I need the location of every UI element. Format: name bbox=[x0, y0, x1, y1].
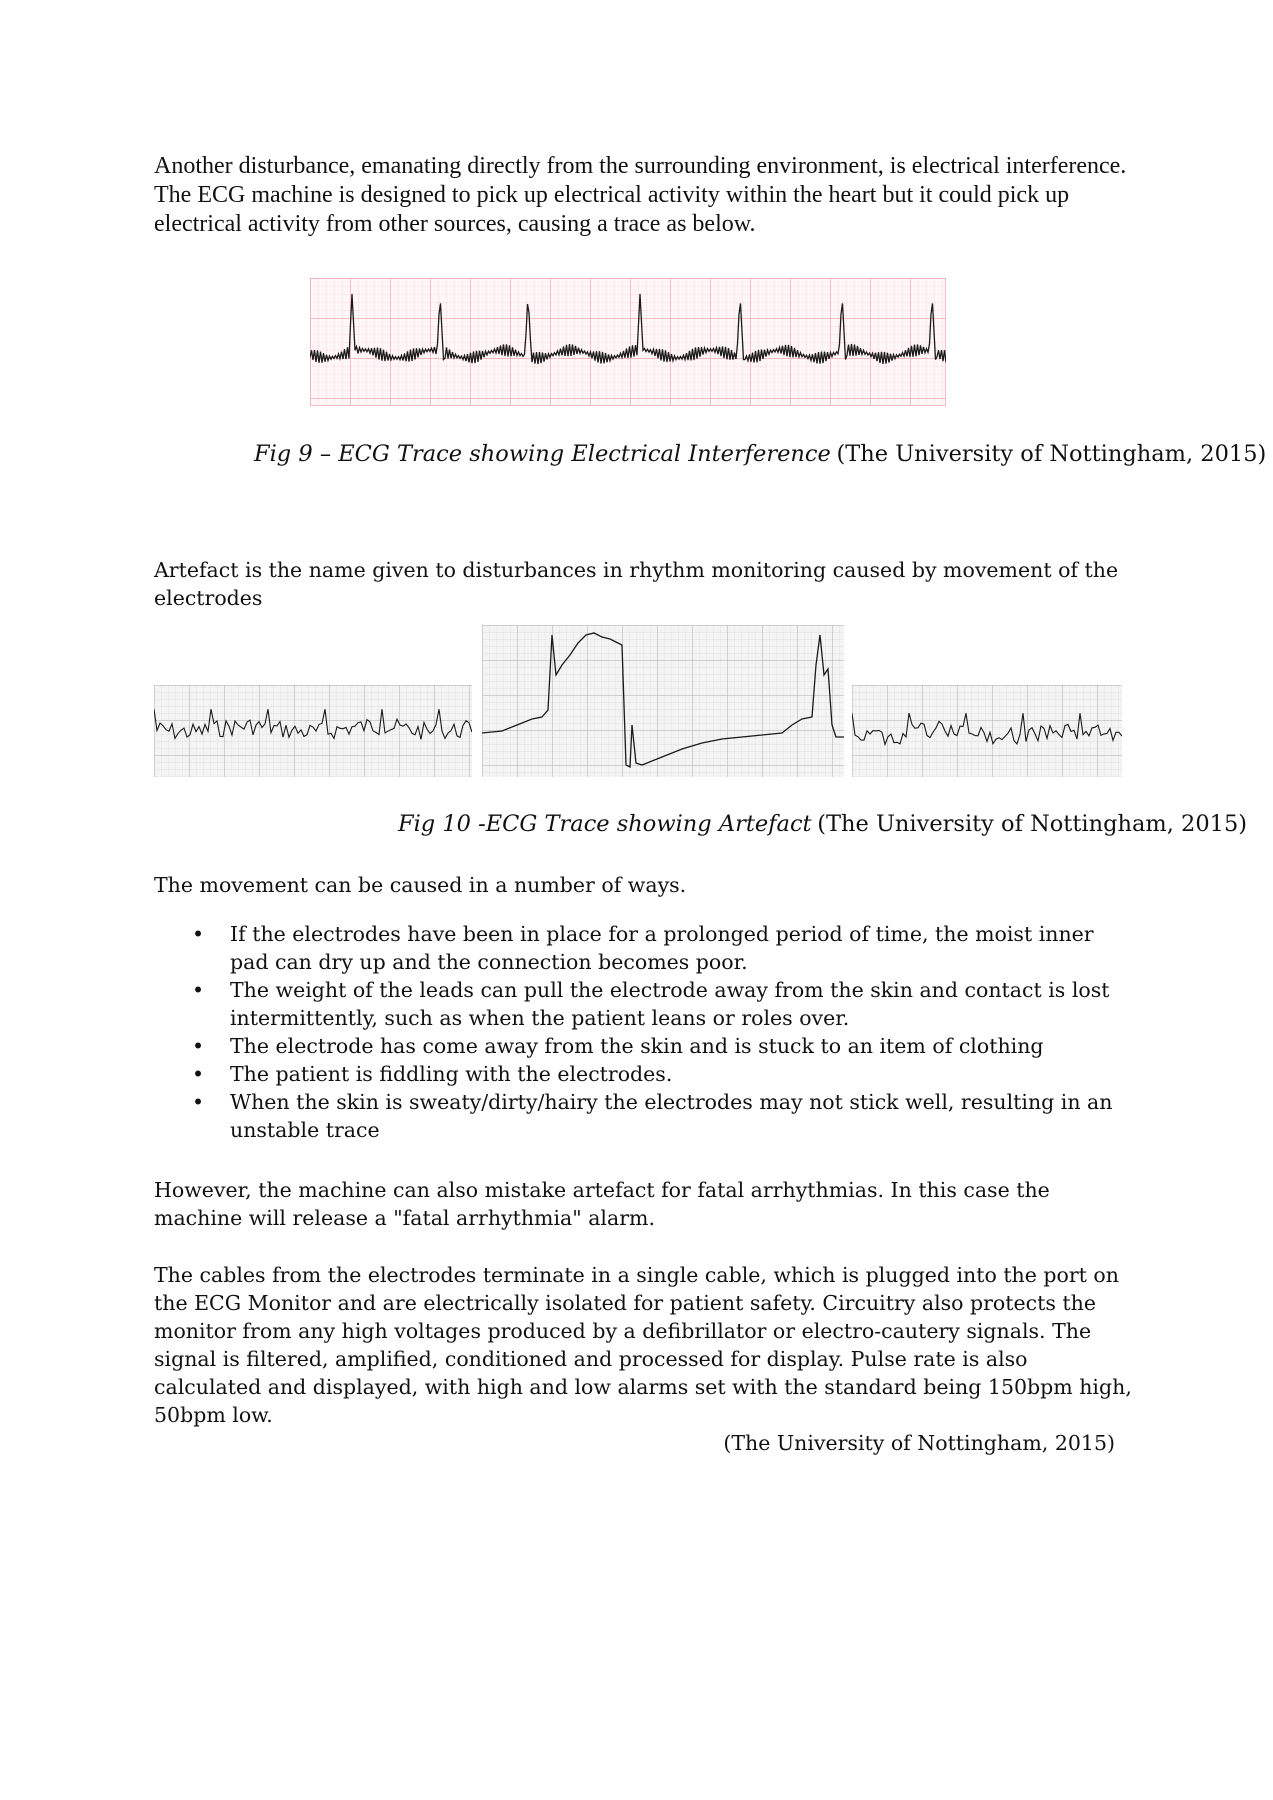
bullet-icon: • bbox=[192, 922, 205, 946]
cables-paragraph: The cables from the electrodes terminate in a single cable, which is plugged into the port on the ECG Monitor and are electrically isolated for patient safety. Circuitry also protects the monitor from any high voltages produced by a defibrillator or electro-cautery signals. The signal is filtered, amplified, conditioned and processed for display. Pulse rate is also calculated and displayed, with high and low alarms set with the standard being 150bpm high, 50bpm low. bbox=[154, 1263, 1132, 1427]
fig10-caption-title: Fig 10 -ECG Trace showing Artefact bbox=[398, 811, 812, 837]
list-item bbox=[154, 1032, 1134, 1060]
movement-intro: The movement can be caused in a number of ways. bbox=[154, 873, 687, 897]
fig9-ecg-interference-image bbox=[310, 278, 946, 406]
alarm-paragraph: However, the machine can also mistake artefact for fatal arrhythmias. In this case the machine will release a "fatal arrhythmia" alarm. bbox=[154, 1178, 1050, 1230]
fig9-caption-title: Fig 9 – ECG Trace showing Electrical Interference bbox=[254, 441, 831, 467]
list-item-text: The weight of the leads can pull the electrode away from the skin and contact is lost intermittently, such as when the patient leans or roles over. bbox=[230, 978, 1110, 1030]
fig10-caption bbox=[398, 811, 1247, 837]
list-item-text: If the electrodes have been in place for a prolonged period of time, the moist inner pad can dry up and the connection becomes poor. bbox=[230, 922, 1094, 974]
bullet-icon: • bbox=[192, 1034, 205, 1058]
fig9-caption-citation: (The University of Nottingham, 2015) bbox=[836, 441, 1267, 467]
final-citation: (The University of Nottingham, 2015) bbox=[723, 1431, 1115, 1455]
fig10-caption-citation: (The University of Nottingham, 2015) bbox=[817, 811, 1248, 837]
list-item-text: The electrode has come away from the skin and is stuck to an item of clothing bbox=[230, 1034, 1044, 1058]
list-item bbox=[154, 920, 1134, 976]
movement-causes-list bbox=[154, 920, 1134, 1144]
fig10-artefact-strip-right bbox=[852, 685, 1122, 777]
fig10-artefact-strip-left bbox=[154, 685, 472, 777]
fig10-artefact-strip-middle bbox=[482, 625, 844, 777]
list-item bbox=[154, 976, 1134, 1032]
bullet-icon: • bbox=[192, 978, 205, 1002]
artefact-paragraph: Artefact is the name given to disturbances in rhythm monitoring caused by movement of the electrodes bbox=[154, 558, 1119, 610]
fig9-caption bbox=[254, 441, 1266, 467]
intro-paragraph: Another disturbance, emanating directly from the surrounding environment, is electrical interference. The ECG machine is designed to pick up electrical activity within the heart but it could pick up electrical activity from other sources, causing a trace as below. bbox=[154, 153, 1127, 237]
list-item bbox=[154, 1060, 1134, 1088]
bullet-icon: • bbox=[192, 1062, 205, 1086]
list-item-text: The patient is fiddling with the electrodes. bbox=[230, 1062, 673, 1086]
list-item-text: When the skin is sweaty/dirty/hairy the electrodes may not stick well, resulting in an unstable trace bbox=[230, 1090, 1113, 1142]
list-item bbox=[154, 1088, 1134, 1144]
bullet-icon: • bbox=[192, 1090, 205, 1114]
